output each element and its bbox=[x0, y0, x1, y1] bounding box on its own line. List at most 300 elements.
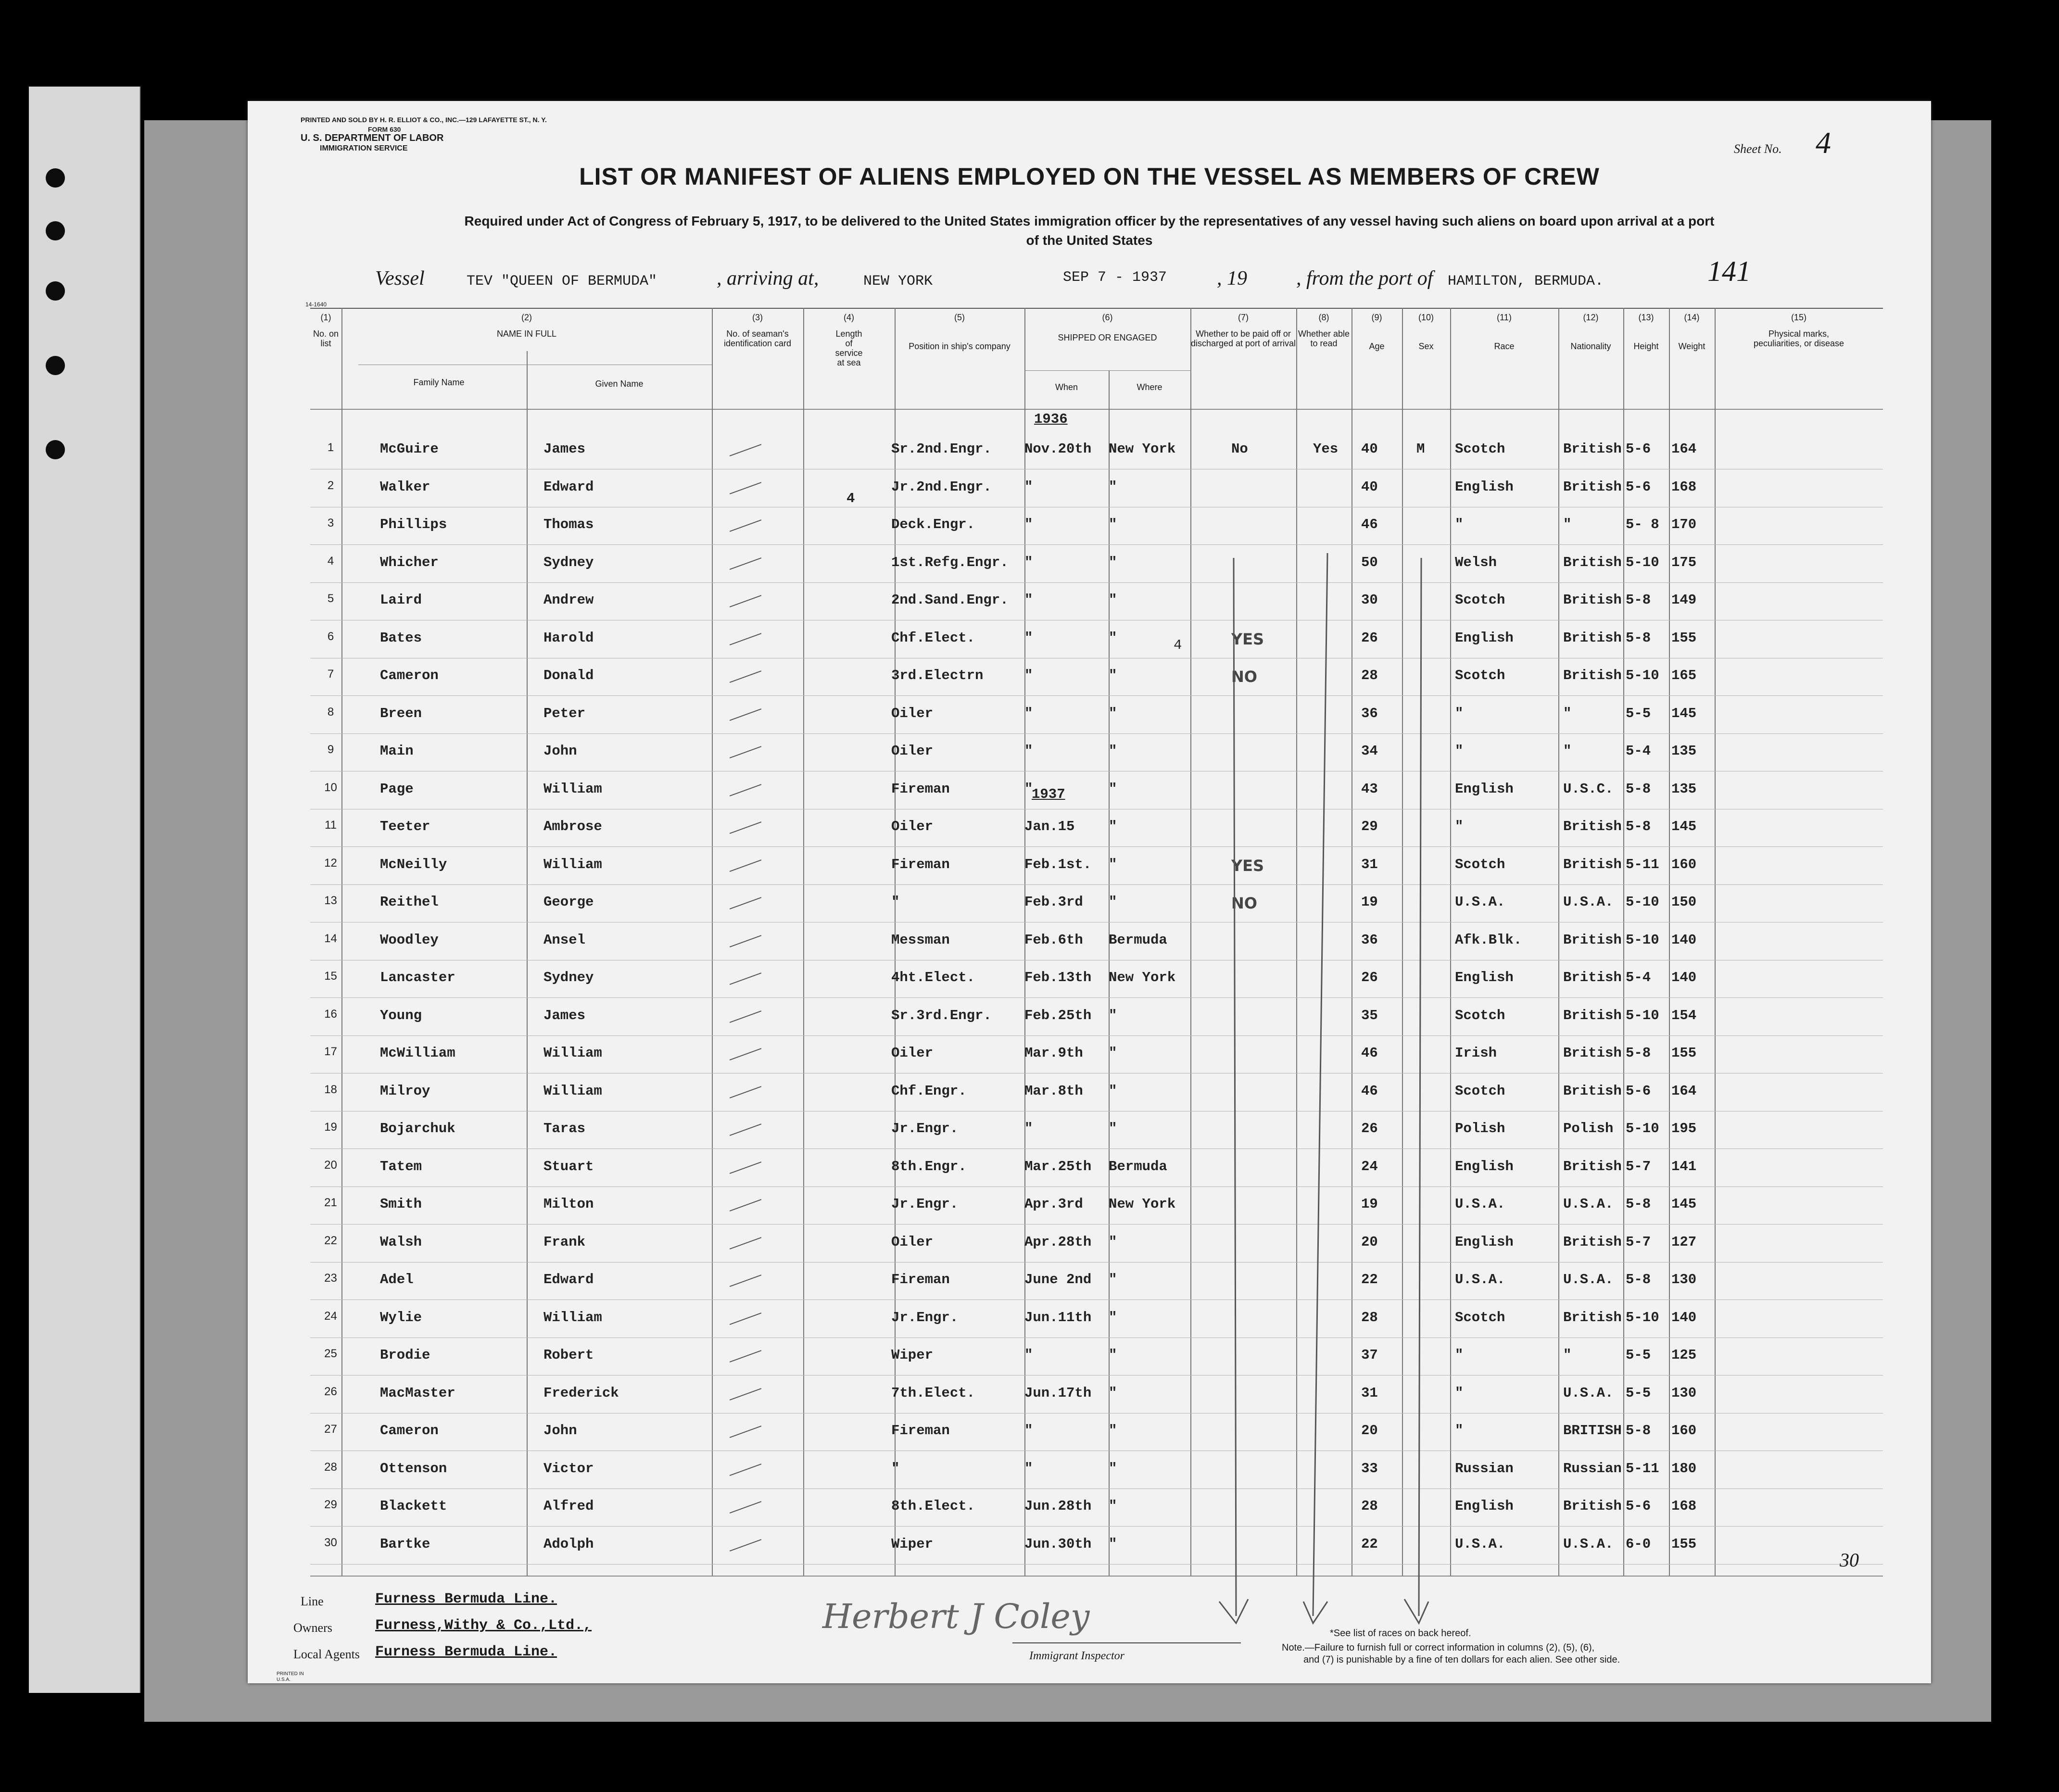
shipped-where: " bbox=[1109, 1121, 1117, 1136]
shipped-when: " bbox=[1024, 743, 1033, 759]
weight: 168 bbox=[1671, 479, 1697, 495]
weight: 127 bbox=[1671, 1234, 1697, 1250]
shipped-where: Bermuda bbox=[1109, 932, 1167, 948]
race: Scotch bbox=[1455, 668, 1505, 683]
shipped-when: " bbox=[1024, 1347, 1033, 1363]
shipped-when: " bbox=[1024, 705, 1033, 721]
position: Oiler bbox=[891, 819, 934, 834]
position: Oiler bbox=[891, 1045, 934, 1061]
family-name: Wylie bbox=[380, 1309, 422, 1325]
weight: 165 bbox=[1671, 668, 1697, 683]
nationality: British bbox=[1563, 932, 1622, 948]
col-title: Whether to be paid off or discharged at port of arrival bbox=[1190, 329, 1296, 348]
shipped-when: Mar.25th bbox=[1024, 1158, 1092, 1174]
nationality: British bbox=[1563, 1309, 1622, 1325]
col-title: Nationality bbox=[1570, 341, 1611, 351]
age: 20 bbox=[1361, 1423, 1378, 1439]
position: Fireman bbox=[891, 781, 950, 797]
shipped-when: " bbox=[1024, 517, 1033, 532]
height: 5-7 bbox=[1626, 1158, 1651, 1174]
shipped-when: Apr.3rd bbox=[1024, 1196, 1083, 1212]
given-name: James bbox=[543, 1007, 586, 1023]
height: 5-11 bbox=[1626, 1460, 1659, 1477]
row-number: 9 bbox=[327, 743, 334, 756]
col-number: (2) bbox=[521, 313, 532, 322]
shipped-when: Feb.25th bbox=[1024, 1007, 1092, 1023]
height: 5-11 bbox=[1626, 856, 1659, 872]
service: IMMIGRATION SERVICE bbox=[320, 144, 408, 152]
subtitle-line-2: of the United States bbox=[1026, 233, 1153, 248]
weight: 160 bbox=[1671, 1423, 1697, 1439]
height: 5-8 bbox=[1626, 592, 1651, 608]
department: U. S. DEPARTMENT OF LABOR bbox=[301, 133, 444, 143]
nationality: British bbox=[1563, 819, 1622, 834]
punch-hole bbox=[46, 281, 65, 301]
inspector-signature: Herbert J Coley bbox=[822, 1597, 1090, 1636]
height: 5-10 bbox=[1626, 1121, 1659, 1136]
from-label: , from the port of bbox=[1296, 267, 1433, 290]
family-name: Tatem bbox=[380, 1158, 422, 1174]
nationality: British bbox=[1563, 441, 1622, 457]
nationality: British bbox=[1563, 1007, 1622, 1023]
row-number: 12 bbox=[324, 856, 337, 870]
subtitle-line-1: Required under Act of Congress of February 5, 1917, to be delivered to the United States immigration officer by the representatives of any vessel having such aliens on board upon arrival at a port bbox=[464, 214, 1715, 228]
weight: 170 bbox=[1671, 517, 1697, 532]
family-name: Blackett bbox=[380, 1498, 447, 1514]
height: 5-10 bbox=[1626, 894, 1659, 910]
nationality: British bbox=[1563, 970, 1622, 985]
col-number: (14) bbox=[1684, 313, 1700, 322]
given-name: Ambrose bbox=[543, 819, 602, 834]
vessel-name: TEV "QUEEN OF BERMUDA" bbox=[467, 273, 657, 290]
family-name: McGuire bbox=[380, 441, 439, 457]
row-number: 6 bbox=[327, 630, 334, 643]
shipped-when: " bbox=[1024, 630, 1033, 646]
col-number: (13) bbox=[1638, 313, 1654, 322]
given-name: Robert bbox=[543, 1347, 594, 1363]
height: 5-6 bbox=[1626, 1083, 1651, 1099]
shipped-where: " bbox=[1109, 517, 1117, 532]
age: 35 bbox=[1361, 1007, 1378, 1023]
col-title: Position in ship's company bbox=[909, 341, 1011, 351]
height: 5-10 bbox=[1626, 1007, 1659, 1023]
age: 37 bbox=[1361, 1347, 1378, 1363]
shipped-where: " bbox=[1109, 1309, 1117, 1325]
shipped-where: " bbox=[1109, 856, 1117, 872]
nationality: U.S.C. bbox=[1563, 781, 1614, 797]
family-name: McNeilly bbox=[380, 856, 447, 872]
age: 19 bbox=[1361, 894, 1378, 910]
position: Chf.Elect. bbox=[891, 630, 975, 646]
col-title: Physical marks, peculiarities, or disease bbox=[1753, 329, 1844, 348]
shipped-when: " bbox=[1024, 781, 1033, 797]
age: 31 bbox=[1361, 1385, 1378, 1401]
sex: M bbox=[1416, 441, 1425, 457]
line-value: Furness Bermuda Line. bbox=[375, 1591, 557, 1607]
nationality: U.S.A. bbox=[1563, 1272, 1614, 1287]
shipped-where: " bbox=[1109, 554, 1117, 570]
race: Russian bbox=[1455, 1460, 1514, 1477]
given-name: James bbox=[543, 441, 586, 457]
position: 1st.Refg.Engr. bbox=[891, 554, 1009, 570]
position: 3rd.Electrn bbox=[891, 668, 984, 683]
row-number: 1 bbox=[327, 441, 334, 454]
given-name: Adolph bbox=[543, 1536, 594, 1552]
height: 5-10 bbox=[1626, 932, 1659, 948]
crew-count-note: 30 bbox=[1840, 1549, 1859, 1571]
shipped-where: " bbox=[1109, 1460, 1117, 1477]
position: Wiper bbox=[891, 1536, 934, 1552]
age: 28 bbox=[1361, 1309, 1378, 1325]
height: 5-8 bbox=[1626, 630, 1651, 646]
position: Sr.2nd.Engr. bbox=[891, 441, 992, 457]
position: Chf.Engr. bbox=[891, 1083, 967, 1099]
weight: 160 bbox=[1671, 856, 1697, 872]
col-number: (15) bbox=[1791, 313, 1806, 322]
year-label: , 19 bbox=[1217, 267, 1247, 290]
row-number: 13 bbox=[324, 894, 337, 907]
weight: 164 bbox=[1671, 1083, 1697, 1099]
row-number: 18 bbox=[324, 1083, 337, 1096]
document-title: LIST OR MANIFEST OF ALIENS EMPLOYED ON THE VESSEL AS MEMBERS OF CREW bbox=[579, 163, 1600, 190]
shipped-when: " bbox=[1024, 1423, 1033, 1439]
nationality: BRITISH bbox=[1563, 1423, 1622, 1439]
row-number: 14 bbox=[324, 932, 337, 945]
shipped-when: Mar.8th bbox=[1024, 1083, 1083, 1099]
position: Jr.Engr. bbox=[891, 1196, 959, 1212]
paid-off: YES bbox=[1231, 856, 1264, 875]
position: Fireman bbox=[891, 1423, 950, 1439]
col-title: No. on list bbox=[313, 329, 339, 348]
agents-label: Local Agents bbox=[293, 1647, 360, 1661]
row-number: 4 bbox=[327, 554, 334, 568]
nationality: " bbox=[1563, 743, 1572, 759]
shipped-where: " bbox=[1109, 1385, 1117, 1401]
length-of-service: 4 bbox=[846, 491, 855, 506]
race: Scotch bbox=[1455, 856, 1505, 872]
family-name: Bates bbox=[380, 630, 422, 646]
position: 8th.Engr. bbox=[891, 1158, 967, 1174]
col-number: (11) bbox=[1497, 313, 1512, 322]
nationality: British bbox=[1563, 1083, 1622, 1099]
weight: 140 bbox=[1671, 1309, 1697, 1325]
family-name: Teeter bbox=[380, 819, 430, 834]
col-number: (5) bbox=[954, 313, 965, 322]
age: 28 bbox=[1361, 668, 1378, 683]
shipped-when: Feb.3rd bbox=[1024, 894, 1083, 910]
row-number: 29 bbox=[324, 1498, 337, 1511]
shipped-when: June 2nd bbox=[1024, 1272, 1092, 1287]
given-name: Alfred bbox=[543, 1498, 594, 1514]
given-name: Donald bbox=[543, 668, 594, 683]
col-title: Height bbox=[1633, 341, 1659, 351]
able-to-read: Yes bbox=[1313, 441, 1339, 457]
shipped-when: Jan.15 bbox=[1024, 819, 1075, 834]
race: Scotch bbox=[1455, 1309, 1505, 1325]
race: Polish bbox=[1455, 1121, 1505, 1136]
shipped-where: " bbox=[1109, 705, 1117, 721]
shipped-when: " bbox=[1024, 668, 1033, 683]
shipped-where: " bbox=[1109, 819, 1117, 834]
shipped-where: New York bbox=[1109, 441, 1176, 457]
row-number: 28 bbox=[324, 1460, 337, 1474]
owners-value: Furness,Withy & Co.,Ltd., bbox=[375, 1617, 592, 1634]
family-name: Main bbox=[380, 743, 414, 759]
position: 4ht.Elect. bbox=[891, 970, 975, 985]
weight: 155 bbox=[1671, 1536, 1697, 1552]
col-title: No. of seaman's identification card bbox=[723, 329, 792, 348]
weight: 125 bbox=[1671, 1347, 1697, 1363]
family-name: MacMaster bbox=[380, 1385, 455, 1401]
footnote-penalty-1: Note.—Failure to furnish full or correct information in columns (2), (5), (6), bbox=[1282, 1642, 1595, 1653]
given-name-header: Given Name bbox=[595, 379, 644, 389]
height: 5-8 bbox=[1626, 819, 1651, 834]
height: 5-8 bbox=[1626, 1045, 1651, 1061]
shipped-where: " bbox=[1109, 781, 1117, 797]
nationality: U.S.A. bbox=[1563, 1196, 1614, 1212]
shipped-when: " bbox=[1024, 1121, 1033, 1136]
age: 31 bbox=[1361, 856, 1378, 872]
col-number: (9) bbox=[1371, 313, 1382, 322]
race: English bbox=[1455, 1498, 1514, 1514]
arriving-label: , arriving at, bbox=[717, 267, 819, 290]
weight: 130 bbox=[1671, 1272, 1697, 1287]
shipped-where: New York bbox=[1109, 970, 1176, 985]
paid-off: YES bbox=[1231, 630, 1264, 648]
weight: 155 bbox=[1671, 1045, 1697, 1061]
race: English bbox=[1455, 970, 1514, 985]
shipped-when: Jun.11th bbox=[1024, 1309, 1092, 1325]
shipped-where: " bbox=[1109, 1423, 1117, 1439]
height: 5-8 bbox=[1626, 1423, 1651, 1439]
height: 5-10 bbox=[1626, 1309, 1659, 1325]
shipped-where: " bbox=[1109, 743, 1117, 759]
given-name: Edward bbox=[543, 479, 594, 495]
row-number: 27 bbox=[324, 1423, 337, 1436]
position: 8th.Elect. bbox=[891, 1498, 975, 1514]
col-title: Length of service at sea bbox=[835, 329, 863, 367]
shipped-where: " bbox=[1109, 630, 1117, 646]
given-name: John bbox=[543, 743, 577, 759]
row-number: 16 bbox=[324, 1007, 337, 1021]
paid-off: NO bbox=[1231, 668, 1257, 686]
height: 5-4 bbox=[1626, 970, 1651, 985]
row-number: 22 bbox=[324, 1234, 337, 1247]
shipped-when: Mar.9th bbox=[1024, 1045, 1083, 1061]
height: 5-4 bbox=[1626, 743, 1651, 759]
row-number: 7 bbox=[327, 668, 334, 681]
row-number: 19 bbox=[324, 1121, 337, 1134]
family-name: McWilliam bbox=[380, 1045, 455, 1061]
position: 7th.Elect. bbox=[891, 1385, 975, 1401]
age: 36 bbox=[1361, 932, 1378, 948]
race: Scotch bbox=[1455, 441, 1505, 457]
shipped-when: Jun.17th bbox=[1024, 1385, 1092, 1401]
nationality: " bbox=[1563, 705, 1572, 721]
race: English bbox=[1455, 781, 1514, 797]
departure-port: HAMILTON, BERMUDA. bbox=[1448, 273, 1604, 290]
given-name: Peter bbox=[543, 705, 586, 721]
footnote-penalty-2: and (7) is punishable by a fine of ten dollars for each alien. See other side. bbox=[1303, 1654, 1620, 1665]
weight: 149 bbox=[1671, 592, 1697, 608]
weight: 141 bbox=[1671, 1158, 1697, 1174]
nationality: British bbox=[1563, 592, 1622, 608]
family-name: Ottenson bbox=[380, 1460, 447, 1477]
col-number: (12) bbox=[1583, 313, 1599, 322]
shipped-where: " bbox=[1109, 894, 1117, 910]
shipped-where: " bbox=[1109, 1234, 1117, 1250]
age: 46 bbox=[1361, 1045, 1378, 1061]
col-title: Whether able to read bbox=[1298, 329, 1350, 348]
shipped-where: Bermuda bbox=[1109, 1158, 1167, 1174]
form-code: 14-1640 bbox=[305, 301, 327, 308]
height: 5- 8 bbox=[1626, 517, 1659, 532]
col-number: (3) bbox=[752, 313, 763, 322]
weight: 175 bbox=[1671, 554, 1697, 570]
family-name: Whicher bbox=[380, 554, 439, 570]
position: Jr.Engr. bbox=[891, 1121, 959, 1136]
weight: 140 bbox=[1671, 970, 1697, 985]
given-name: Milton bbox=[543, 1196, 594, 1212]
age: 40 bbox=[1361, 479, 1378, 495]
row-number: 15 bbox=[324, 970, 337, 983]
year-marker: 1936 bbox=[1034, 411, 1068, 427]
race: " bbox=[1455, 1423, 1464, 1439]
col-title: Age bbox=[1369, 341, 1385, 351]
footnote-races: *See list of races on back hereof. bbox=[1330, 1628, 1471, 1639]
nationality: British bbox=[1563, 554, 1622, 570]
page-number: 141 bbox=[1707, 255, 1751, 287]
family-name: Bojarchuk bbox=[380, 1121, 455, 1136]
position: Jr.2nd.Engr. bbox=[891, 479, 992, 495]
height: 5-10 bbox=[1626, 668, 1659, 683]
weight: 150 bbox=[1671, 894, 1697, 910]
given-name: Thomas bbox=[543, 517, 594, 532]
shipped-where: " bbox=[1109, 1498, 1117, 1514]
family-name: Cameron bbox=[380, 1423, 439, 1439]
col-number: (10) bbox=[1418, 313, 1434, 322]
nationality: British bbox=[1563, 1498, 1622, 1514]
position: 2nd.Sand.Engr. bbox=[891, 592, 1009, 608]
manifest-sheet bbox=[248, 101, 1931, 1683]
col-number: (6) bbox=[1102, 313, 1113, 322]
age: 22 bbox=[1361, 1536, 1378, 1552]
race: Afk.Blk. bbox=[1455, 932, 1522, 948]
race: English bbox=[1455, 630, 1514, 646]
family-name: Walker bbox=[380, 479, 430, 495]
row-number: 3 bbox=[327, 517, 334, 530]
sheet-number: 4 bbox=[1816, 126, 1831, 160]
family-name: Reithel bbox=[380, 894, 439, 910]
weight: 145 bbox=[1671, 819, 1697, 834]
age: 22 bbox=[1361, 1272, 1378, 1287]
given-name: Frank bbox=[543, 1234, 586, 1250]
nationality: British bbox=[1563, 856, 1622, 872]
shipped-when: Jun.30th bbox=[1024, 1536, 1092, 1552]
given-name: John bbox=[543, 1423, 577, 1439]
age: 24 bbox=[1361, 1158, 1378, 1174]
row-number: 21 bbox=[324, 1196, 337, 1209]
row-number: 5 bbox=[327, 592, 334, 605]
race: Irish bbox=[1455, 1045, 1497, 1061]
shipped-where: New York bbox=[1109, 1196, 1176, 1212]
paid-off: No bbox=[1231, 441, 1248, 457]
race: " bbox=[1455, 705, 1464, 721]
shipped-where: " bbox=[1109, 1347, 1117, 1363]
arrival-port: NEW YORK bbox=[863, 273, 933, 290]
race: English bbox=[1455, 479, 1514, 495]
form-number: FORM 630 bbox=[368, 126, 401, 133]
weight: 155 bbox=[1671, 630, 1697, 646]
weight: 180 bbox=[1671, 1460, 1697, 1477]
col-title: NAME IN FULL bbox=[496, 329, 557, 339]
row-number: 25 bbox=[324, 1347, 337, 1360]
height: 5-8 bbox=[1626, 1272, 1651, 1287]
family-name: Bartke bbox=[380, 1536, 430, 1552]
where-header: Where bbox=[1137, 382, 1162, 392]
given-name: William bbox=[543, 1045, 602, 1061]
year-marker: 1937 bbox=[1032, 786, 1065, 802]
punch-hole bbox=[46, 356, 65, 375]
given-name: Frederick bbox=[543, 1385, 619, 1401]
col-title: Weight bbox=[1678, 341, 1705, 351]
family-name: Smith bbox=[380, 1196, 422, 1212]
punch-hole bbox=[46, 168, 65, 188]
weight: 195 bbox=[1671, 1121, 1697, 1136]
height: 6-0 bbox=[1626, 1536, 1651, 1552]
shipped-when: " bbox=[1024, 1460, 1033, 1477]
position: " bbox=[891, 1460, 900, 1477]
given-name: William bbox=[543, 856, 602, 872]
nationality: British bbox=[1563, 1158, 1622, 1174]
family-name: Laird bbox=[380, 592, 422, 608]
line-label: Line bbox=[301, 1594, 324, 1608]
given-name: Taras bbox=[543, 1121, 586, 1136]
family-name: Cameron bbox=[380, 668, 439, 683]
col-number: (8) bbox=[1318, 313, 1329, 322]
agents-value: Furness Bermuda Line. bbox=[375, 1644, 557, 1660]
age: 33 bbox=[1361, 1460, 1378, 1477]
nationality: British bbox=[1563, 668, 1622, 683]
owners-label: Owners bbox=[293, 1621, 332, 1635]
nationality: " bbox=[1563, 517, 1572, 532]
col-number: (1) bbox=[320, 313, 331, 322]
race: " bbox=[1455, 743, 1464, 759]
family-name: Young bbox=[380, 1007, 422, 1023]
age: 50 bbox=[1361, 554, 1378, 570]
nationality: " bbox=[1563, 1347, 1572, 1363]
row-number: 30 bbox=[324, 1536, 337, 1549]
given-name: Sydney bbox=[543, 554, 594, 570]
position: " bbox=[891, 894, 900, 910]
signature-rule bbox=[1012, 1642, 1241, 1643]
given-name: William bbox=[543, 781, 602, 797]
position: Oiler bbox=[891, 743, 934, 759]
shipped-when: Feb.13th bbox=[1024, 970, 1092, 985]
age: 19 bbox=[1361, 1196, 1378, 1212]
age: 26 bbox=[1361, 970, 1378, 985]
col-title: SHIPPED OR ENGAGED bbox=[1058, 333, 1157, 342]
race: U.S.A. bbox=[1455, 1536, 1505, 1552]
given-name: George bbox=[543, 894, 594, 910]
age: 36 bbox=[1361, 705, 1378, 721]
height: 5-8 bbox=[1626, 781, 1651, 797]
race: U.S.A. bbox=[1455, 1196, 1505, 1212]
row-number: 17 bbox=[324, 1045, 337, 1058]
nationality: British bbox=[1563, 630, 1622, 646]
nationality: U.S.A. bbox=[1563, 894, 1614, 910]
race: " bbox=[1455, 517, 1464, 532]
